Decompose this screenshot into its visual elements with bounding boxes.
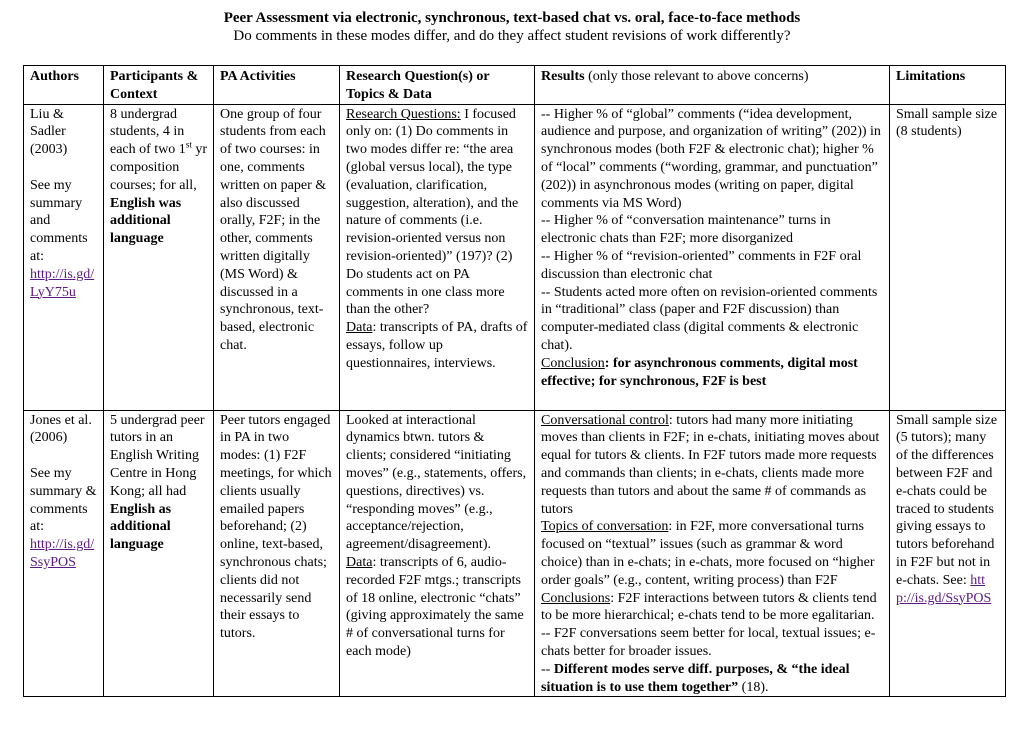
participants-text-2: yr composition courses; for all, <box>110 142 207 193</box>
table-row <box>24 104 1006 410</box>
result-item <box>541 412 883 519</box>
header-authors: Authors <box>24 66 104 105</box>
cell-pa-activities: Peer tutors engaged in PA in two modes: (1) F2F meetings, for which clients usually emailed papers beforehand; (2) online, text-based, synchronous chats; clients did not necessarily send their essays to tutors. <box>214 410 340 697</box>
ordinal-suffix: st <box>185 139 192 150</box>
header-results-label: Results <box>541 69 585 84</box>
comparison-table <box>23 65 1006 697</box>
result-item: -- Higher % of “global” comments (“idea development, audience and purpose, and organization of writing” (202)) in synchronous modes (both F2F & electronic chat); higher % of “local” comments (“wording, grammar, and punctuation” (202)) in asynchronous modes (writing on paper, digital comments via MS Word) <box>541 106 881 211</box>
result-item <box>541 590 883 626</box>
rq-text: Looked at interactional dynamics btwn. tutors & clients; considered “initiating moves” (e.g., statements, offers, questions, directives) vs. “responding moves” (e.g., acceptance/rejection, agreement/disagreement). <box>346 412 527 553</box>
participants-text: 8 undergrad students, 4 in each of two 1 <box>110 106 186 158</box>
limitations-link[interactable]: http://is.gd/SsyPOS <box>896 572 992 606</box>
header-pa-activities: PA Activities <box>214 66 340 105</box>
data-text: : transcripts of 6, audio-recorded F2F mtgs.; transcripts of 18 online, electronic “chats” (giving approximately the same # of conversational turns for each mode) <box>346 554 524 659</box>
cell-limitations: Small sample size (8 students) <box>890 104 1006 410</box>
authors-citation: Liu & Sadler (2003) <box>30 106 68 158</box>
result-item: -- F2F conversations seem better for local, textual issues; e-chats better for broader issues. <box>541 626 876 659</box>
cell-results <box>535 104 890 410</box>
cell-authors <box>24 410 104 697</box>
document-subtitle: Do comments in these modes differ, and do they affect student revisions of work differently? <box>233 28 791 44</box>
result-prefix: -- <box>541 661 554 677</box>
table-row <box>24 410 1006 697</box>
result-item <box>541 661 883 697</box>
result-item: -- Higher % of “revision-oriented” comments in F2F oral discussion than electronic chat <box>541 248 862 282</box>
data-label: Data <box>346 320 373 336</box>
conclusion <box>541 355 883 391</box>
authors-citation: Jones et al. (2006) <box>30 412 92 446</box>
cell-results <box>535 410 890 697</box>
result-item: -- Higher % of “conversation maintenance” turns in electronic chats than F2F; more disorganized <box>541 213 831 247</box>
conclusions-label: Conclusions <box>541 590 611 606</box>
conversational-control-text: : tutors had many more initiating moves than clients in F2F; in e-chats, initiating moves about equal for tutors & clients. In F2F tutors made more requests and commands than clients; in e-chats, clients made more requests than tutors and about the same # of commands as tutors <box>541 412 880 517</box>
conversational-control-label: Conversational control <box>541 412 669 428</box>
header-participants: Participants & Context <box>104 66 214 105</box>
cell-research-questions <box>340 104 535 410</box>
header-results <box>535 66 890 105</box>
cell-research-questions <box>340 410 535 697</box>
document-heading <box>0 0 1024 45</box>
document-title: Peer Assessment via electronic, synchronous, text-based chat vs. oral, face-to-face methods <box>223 10 801 26</box>
header-limitations: Limitations <box>890 66 1006 105</box>
topics-text: : in F2F, more conversational turns focused on “textual” issues (such as grammar & word choice) than in e-chats; in e-chats, more focused on “higher order goals” (e.g., content, writing process) than F2F <box>541 519 875 588</box>
cell-authors <box>24 104 104 410</box>
summary-link[interactable]: http://is.gd/LyY75u <box>30 266 95 300</box>
header-research-questions: Research Question(s) or Topics & Data <box>340 66 535 105</box>
authors-see-text: See my summary and comments at: <box>30 177 88 264</box>
cell-limitations <box>890 410 1006 697</box>
table-header-row <box>24 66 1006 105</box>
conclusion-text: : for asynchronous comments, digital most effective; for synchronous, F2F is best <box>541 355 858 389</box>
authors-see-text: See my summary & comments at: <box>30 465 97 535</box>
rq-label: Research Questions: <box>346 106 461 122</box>
result-bold: Different modes serve diff. purposes, & “the ideal situation is to use them together” <box>541 661 850 695</box>
participants-language: English as additional language <box>110 501 172 553</box>
cell-pa-activities: One group of four students from each of two courses: in one, comments written on paper & also discussed orally, F2F; in the other, comments written digitally (MS Word) & discussed in a synchronous, text-based, electronic chat. <box>214 104 340 410</box>
result-suffix: (18). <box>738 679 769 695</box>
data-text: : transcripts of PA, drafts of essays, follow up questionnaires, interviews. <box>346 320 528 371</box>
summary-link[interactable]: http://is.gd/SsyPOS <box>30 537 95 570</box>
topics-label: Topics of conversation <box>541 519 669 535</box>
cell-participants <box>104 410 214 697</box>
cell-participants <box>104 104 214 410</box>
limitations-text: Small sample size (5 tutors); many of the differences between F2F and e-chats could be traced to students giving essays to tutors beforehand in F2F but not in e-chats. See: <box>896 412 998 588</box>
data-label: Data <box>346 554 373 570</box>
result-item: -- Students acted more often on revision-oriented comments in “traditional” class (paper and F2F discussion) than computer-mediated class (digital comments & electronic chat). <box>541 284 878 353</box>
header-results-note: (only those relevant to above concerns) <box>584 69 809 84</box>
participants-language: English was additional language <box>110 195 182 247</box>
conclusions-text: : F2F interactions between tutors & clients tend to be more hierarchical; e-chats tend to be more egalitarian. <box>541 590 877 624</box>
rq-text: I focused only on: (1) Do comments in two modes differ re: “the area (global versus local), the type (evaluation, clarification, suggestion, alteration), and the nature of comments (i.e. revision-oriented versus non revision-oriented)” (197)? (2) Do students act on PA comments in one class more than the other? <box>346 106 519 318</box>
conclusion-label: Conclusion <box>541 355 605 371</box>
participants-text: 5 undergrad peer tutors in an English Writing Centre in Hong Kong; all had <box>110 412 205 499</box>
result-item <box>541 518 883 589</box>
